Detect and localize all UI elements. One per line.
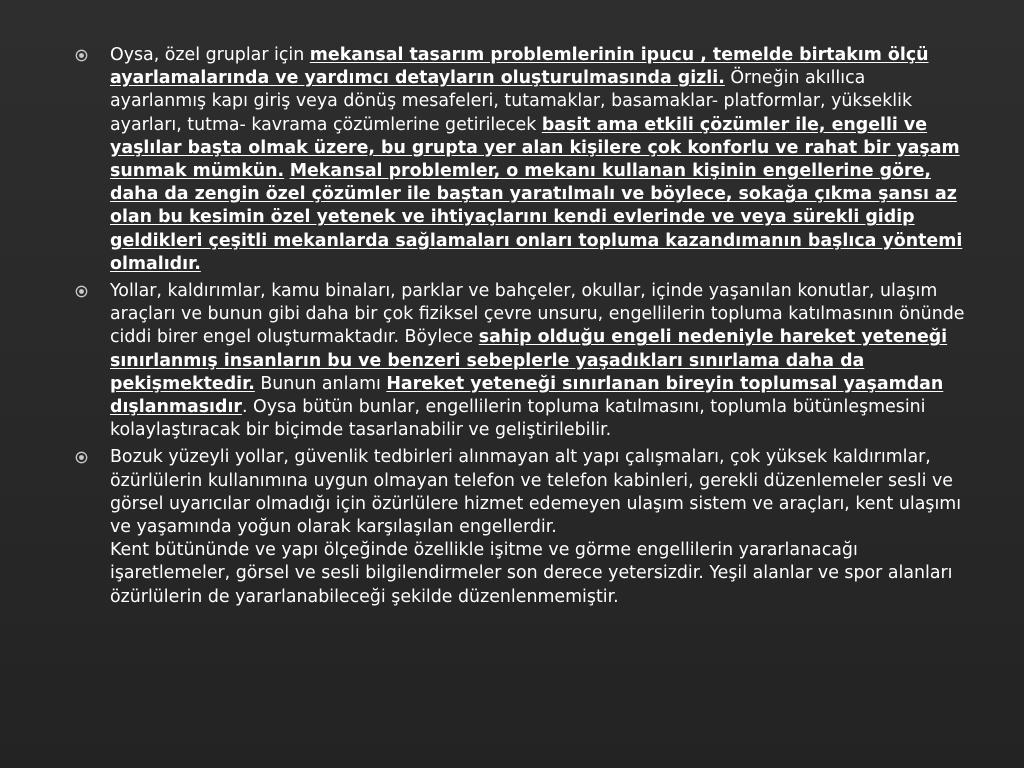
bullet-item-3 [66, 446, 966, 608]
slide-content [66, 44, 966, 613]
bullet-1-text-a: Oysa, özel gruplar için [110, 45, 310, 65]
circled-dot-bullet-icon [75, 285, 88, 298]
bullet-2-text-b: Bunun anlamı [254, 373, 387, 394]
bullet-2-text-a: Yollar, kaldırımlar, kamu binaları, parklar ve bahçeler, okullar, içinde yaşanılan konutlar, ulaşım araçları ve bunun gibi daha bir çok fiziksel çevre unsuru, engellilerin topluma katılmasının önünde ciddi birer engel oluşturmaktadır. Böylece [110, 281, 965, 348]
bullet-item-2 [66, 280, 966, 442]
bullet-2-text-c: . Oysa bütün bunlar, engellilerin topluma katılmasını, toplumla bütünleşmesini kolaylaştıracak bir biçimde tasarlanabilir ve geliştirilebilir. [110, 397, 926, 441]
bullet-1-emphasis-a: mekansal tasarım problemlerinin ipucu , temelde birtakım ölçü ayarlamalarında ve yardımcı detayların oluşturulmasında gizli. [110, 45, 929, 89]
bullet-1-emphasis-b: basit ama etkili çözümler ile, engelli ve yaşlılar başta olmak üzere, bu grupta yer alan kişilere çok konforlu ve rahat bir yaşam sunmak mümkün. [110, 114, 960, 182]
bullet-2-emphasis-a: sahip olduğu engeli nedeniyle hareket yeteneği sınırlanmış insanların bu ve benzeri sebeplerle yaşadıkları sınırlama daha da pekişmektedir. [110, 327, 948, 394]
bullet-1-emphasis-c: Mekansal problemler, o mekanı kullanan kişinin engellerine göre, daha da zengin özel çözümler ile baştan yaratılmalı ve böylece, sokağa çıkma şansı az olan bu kesimin özel yetenek ve ihtiyaçlarını kendi evlerinde ve veya sürekli gidip geldikleri çeşitli mekanlarda sağlamaları onları topluma kazandımanın başlıca yöntemi olmalıdır. [110, 161, 963, 274]
bullet-3-paragraph-1: Bozuk yüzeyli yollar, güvenlik tedbirleri alınmayan alt yapı çalışmaları, çok yüksek kaldırımlar, özürlülerin kullanımına uygun olmayan telefon ve telefon kabinleri, gerekli düzenlemeler sesli ve görsel uyarıcılar olmadığı için özürlülere hizmet edemeyen ulaşım sistem ve araçları, kent ulaşımı ve yaşamında yoğun olarak karşılaşılan engellerdir. [110, 447, 962, 538]
bullet-1-text-b: Örneğin akıllıca ayarlanmış kapı giriş veya dönüş mesafeleri, tutamaklar, basamaklar- platformlar, yükseklik ayarları, tutma- kavrama çözümlerine getirilecek [110, 68, 913, 135]
bullet-2-emphasis-b: Hareket yeteneği sınırlanan bireyin toplumsal yaşamdan dışlanmasıdır [110, 373, 944, 418]
bullet-3-paragraph-2: Kent bütününde ve yapı ölçeğinde özellikle işitme ve görme engellilerin yararlanacağı işaretlemeler, görsel ve sesli bilgilendirmeler son derece yetersizdir. Yeşil alanlar ve spor alanları özürlülerin de yararlanabileceği şekilde düzenlenmemiştir. [110, 540, 953, 607]
circled-dot-bullet-icon [75, 451, 88, 464]
bullet-item-1 [66, 44, 966, 276]
circled-dot-bullet-icon [75, 49, 88, 62]
